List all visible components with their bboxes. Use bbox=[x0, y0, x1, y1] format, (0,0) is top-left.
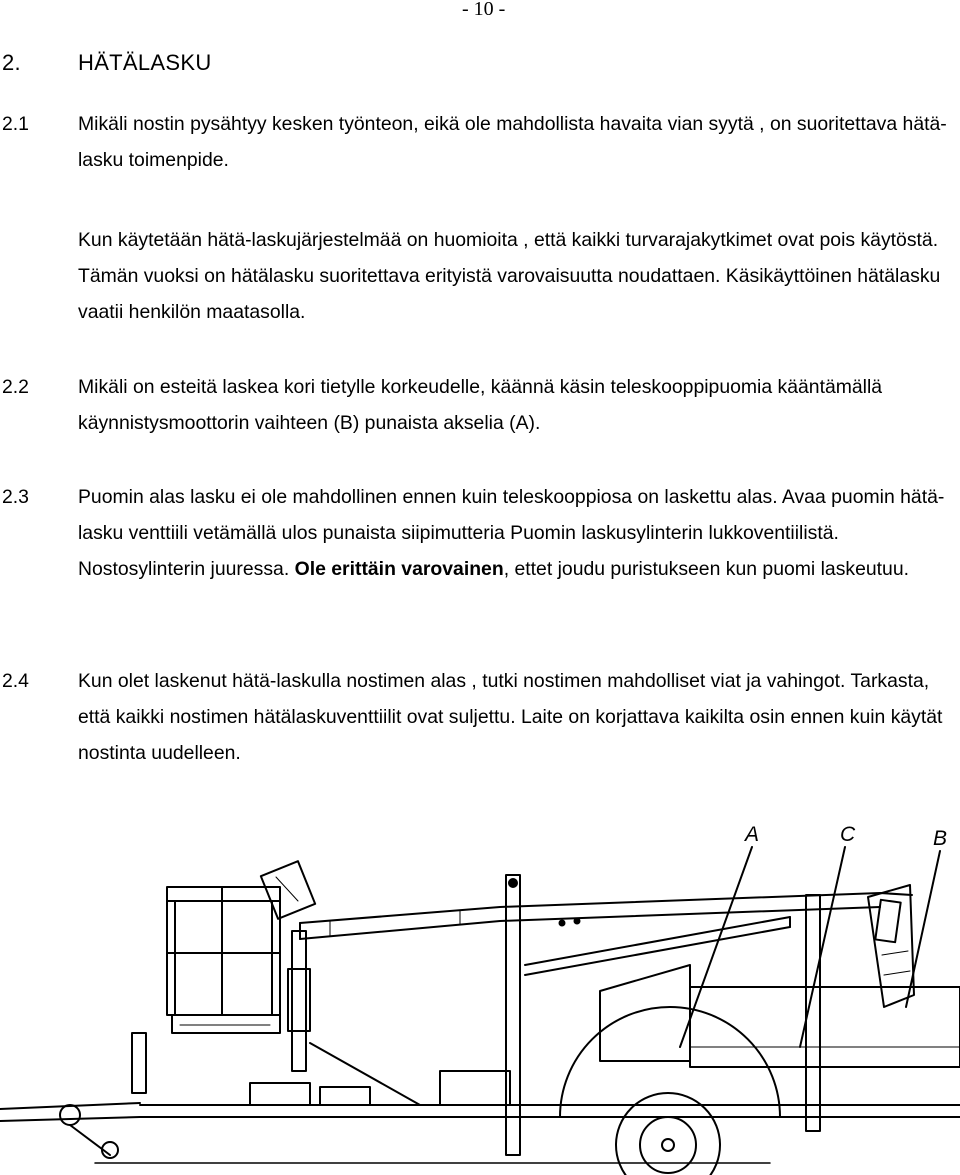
item-text: Kun olet laskenut hätä-laskulla nostimen alas , tutki nostimen mahdolliset viat ja vahingot. Tarkasta, että kaikki nostimen hätälaskuventtiilit ovat suljettu. Laite on korjattava kaikilta osin ennen kuin käytät nostinta uudelleen. bbox=[78, 670, 943, 764]
item-2-1 bbox=[2, 106, 960, 178]
warning-paragraph: Kun käytetään hätä-laskujärjestelmää on huomioita , että kaikki turvarajakytkimet ovat pois käytöstä. Tämän vuoksi on hätälasku suoritettava erityistä varovaisuutta noudattaen. Käsikäyttöinen hätälasku vaatii henkilön maatasolla. bbox=[78, 229, 941, 323]
item-text: Mikäli nostin pysähtyy kesken työnteon, eikä ole mahdollista havaita vian syytä , on suoritettava hätä-lasku toimenpide. bbox=[78, 113, 947, 171]
turret bbox=[560, 919, 960, 1068]
item-text-part: , ettet joudu puristukseen kun puomi laskeutuu. bbox=[503, 558, 910, 580]
road-wheel bbox=[560, 1007, 780, 1175]
item-2-2 bbox=[2, 369, 960, 441]
label-b: B bbox=[933, 827, 948, 850]
chassis bbox=[140, 1071, 960, 1117]
item-number: 2.1 bbox=[2, 113, 29, 135]
item-number: 2.3 bbox=[2, 486, 29, 508]
control-panel bbox=[261, 861, 315, 919]
item-text-bold: Ole erittäin varovainen bbox=[294, 558, 504, 580]
page-number: - 10 - bbox=[462, 0, 506, 20]
item-2-4 bbox=[2, 663, 960, 771]
item-number: 2.2 bbox=[2, 376, 29, 398]
item-text-part: Puomin alas lasku ei ole mahdollinen ennen kuin teleskooppiosa on laskettu alas. Avaa puomin hätä-lasku venttiili vetämällä ulos punaista siipimutteria Puomin laskusylinterin lukkoventiilistä. Nostosylinterin juuressa. bbox=[78, 486, 945, 580]
tow-bar bbox=[0, 1033, 146, 1158]
section-number: 2. bbox=[2, 50, 21, 75]
item-text: Mikäli on esteitä laskea kori tietylle korkeudelle, käännä käsin teleskooppipuomia kääntämällä käynnistysmoottorin vaihteen (B) punaista akselia (A). bbox=[78, 376, 883, 434]
support-column bbox=[288, 931, 420, 1105]
gearbox bbox=[868, 885, 914, 1007]
item-text bbox=[78, 479, 960, 587]
lift-cylinder bbox=[525, 917, 790, 975]
boom-posts bbox=[506, 875, 820, 1155]
label-c: C bbox=[840, 823, 856, 846]
item-number: 2.4 bbox=[2, 670, 29, 692]
boom-lift-diagram bbox=[0, 815, 960, 1175]
section-heading bbox=[2, 50, 212, 76]
section-title: HÄTÄLASKU bbox=[78, 50, 212, 75]
basket bbox=[167, 887, 280, 1033]
label-a: A bbox=[745, 823, 760, 846]
item-2-3 bbox=[2, 479, 960, 587]
